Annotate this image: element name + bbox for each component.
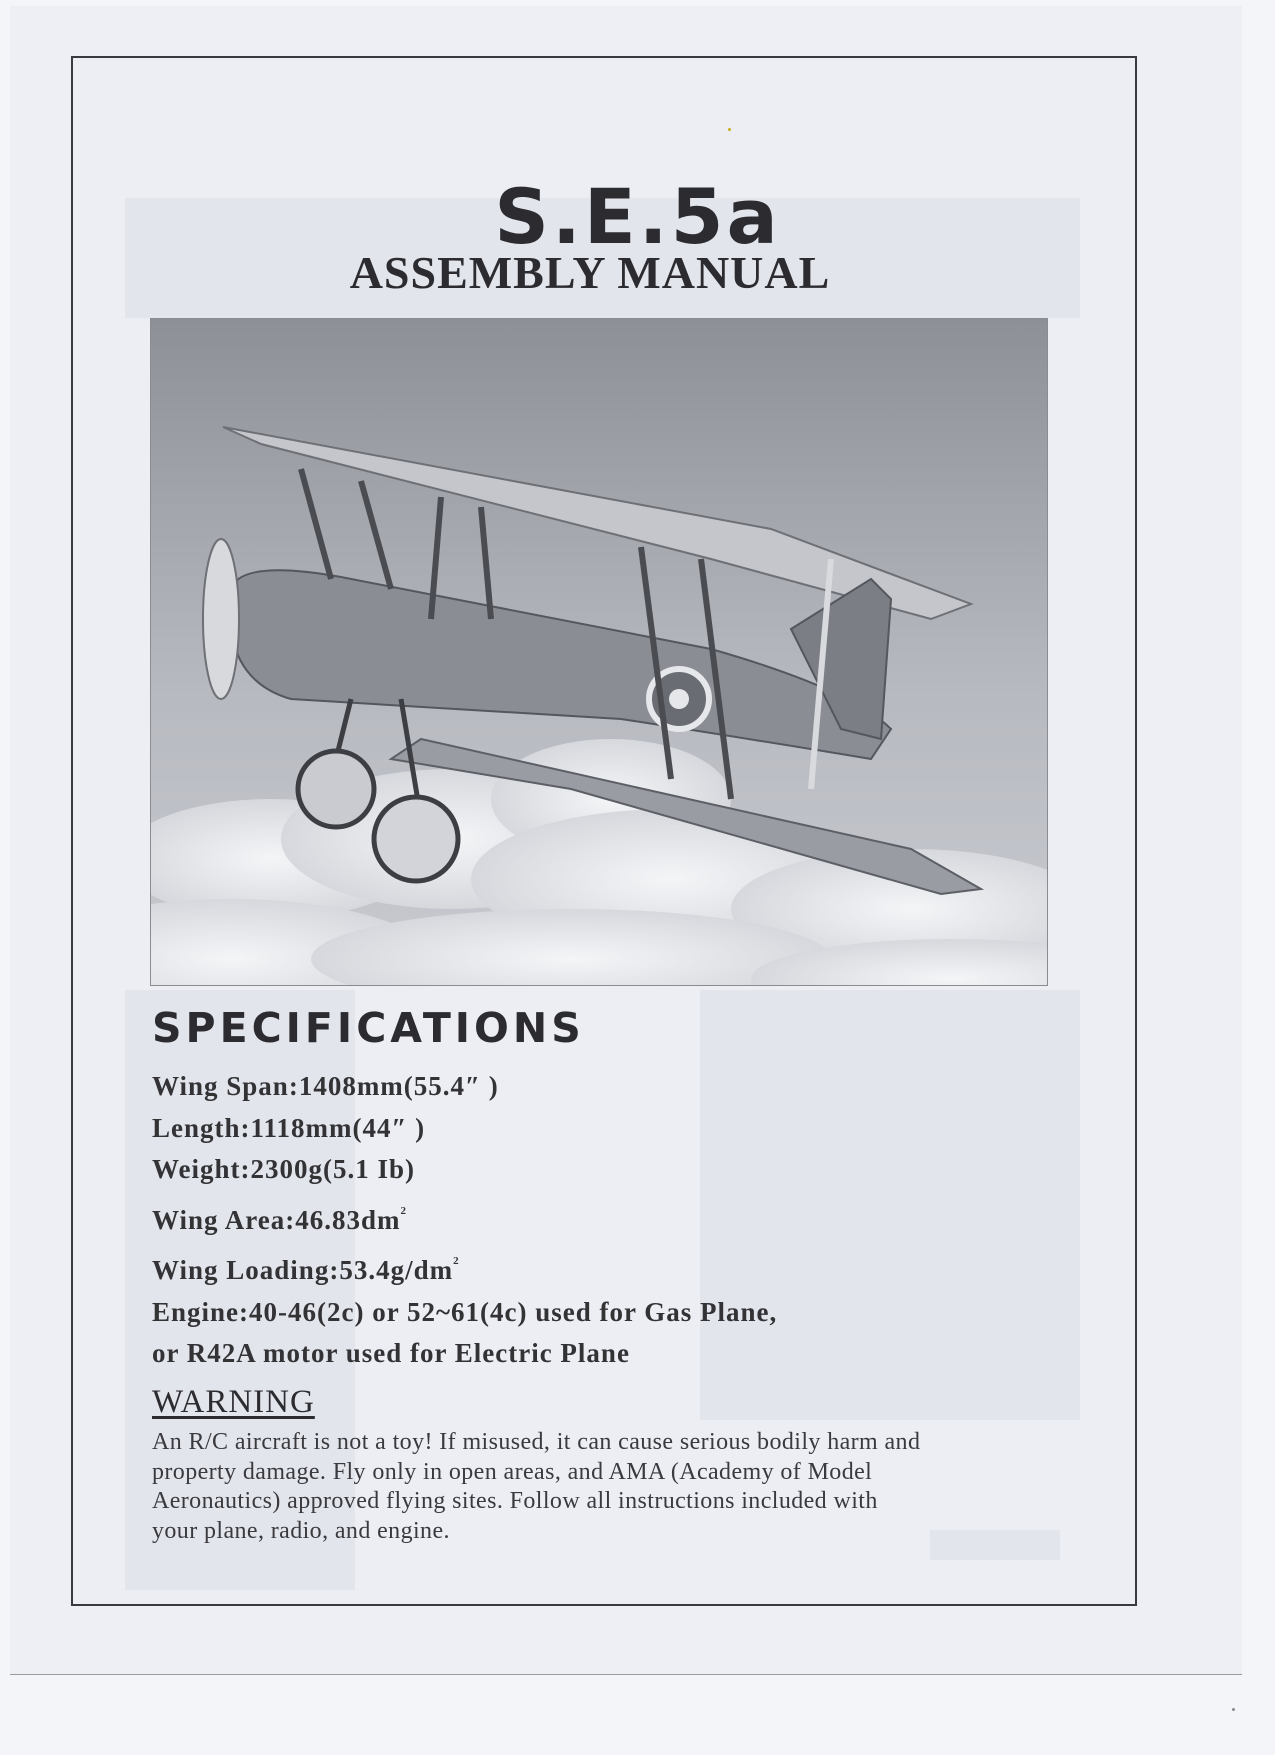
- warning-heading: WARNING: [152, 1384, 315, 1420]
- spec-motor: or R42A motor used for Electric Plane: [152, 1338, 630, 1368]
- scan-speck: [1232, 1708, 1235, 1711]
- spec-wing-loading: Wing $Loading:53.4g/dm^2$: [152, 1255, 460, 1285]
- scan-speck: [728, 128, 731, 131]
- spec-wing-area: Wing $Area:46.83dm^2$: [152, 1204, 408, 1235]
- specifications-list: [152, 1066, 777, 1375]
- model-title: S.E.5a: [494, 172, 781, 261]
- warning-text: An R/C aircraft is not a toy! If misused, it can cause serious bodily harm and property damage. Fly only in open areas, and AMA (Academy of Model Aeronautics) approved flying sites. Follow all instructions included with your plane, radio, and engine.: [152, 1429, 921, 1544]
- spec-weight: Weight:2300g(5.1 Ib): [152, 1154, 415, 1184]
- spec-wing-span: Wing Span:1408mm(55.4″ ): [152, 1071, 499, 1101]
- spec-engine: Engine:40-46(2c) or 52~61(4c) used for Gas Plane,: [152, 1296, 778, 1327]
- spec-length: Length:1118mm(44″ ): [152, 1112, 426, 1143]
- biplane-photo: [150, 318, 1048, 986]
- manual-subtitle: ASSEMBLY MANUAL: [349, 247, 831, 298]
- specifications-heading: SPECIFICATIONS: [152, 1004, 585, 1052]
